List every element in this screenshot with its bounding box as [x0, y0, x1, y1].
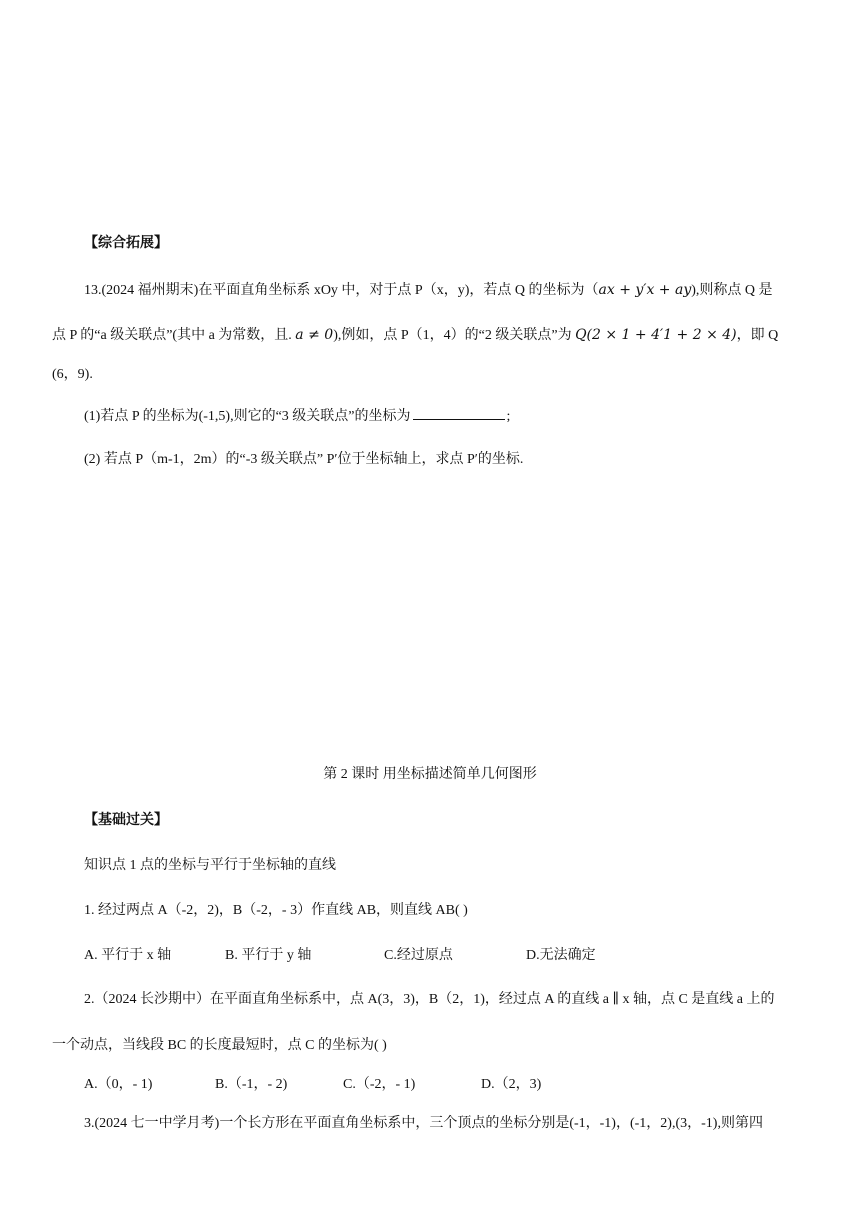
q13-line2-text-b: ),例如，点 P（1，4）的“2 级关联点”为: [333, 328, 572, 343]
q13-sub1-text: (1)若点 P 的坐标为(-1,5),则它的“3 级关联点”的坐标为: [84, 409, 411, 424]
lesson-title: 第 2 课时 用坐标描述简单几何图形: [323, 767, 537, 782]
q1-option-c: C.经过原点: [384, 948, 453, 963]
section-heading-basic: 【基础过关】: [84, 812, 168, 828]
q13-sub-2: (2) 若点 P（m-1，2m）的“-3 级关联点” P′位于坐标轴上，求点 P′的坐标.: [84, 452, 524, 467]
q3-line-1: 3.(2024 七一中学月考)一个长方形在平面直角坐标系中，三个顶点的坐标分别是(-1，-1)，(-1，2),(3，-1),则第四: [84, 1116, 763, 1131]
knowledge-point-1: 知识点 1 点的坐标与平行于坐标轴的直线: [84, 858, 336, 873]
q13-line2-text-c: ，即 Q: [736, 328, 779, 343]
q1-option-a: A. 平行于 x 轴: [84, 948, 172, 963]
q1-stem: 1. 经过两点 A（-2，2)，B（-2，- 3）作直线 AB，则直线 AB( ): [84, 903, 468, 918]
q2-line-1: 2.（2024 长沙期中）在平面直角坐标系中，点 A(3，3)，B（2，1)，经过点 A 的直线 a ∥ x 轴，点 C 是直线 a 上的: [84, 992, 775, 1007]
q13-line1-text-b: ),则称点 Q 是: [691, 283, 773, 298]
q13-line1-math: ax + y′x + ay: [598, 282, 692, 298]
answer-blank[interactable]: [413, 405, 505, 420]
q13-line2-math-2: Q(2 × 1 + 4′1 + 2 × 4): [575, 327, 737, 343]
q13-line2-math-1: a ≠ 0: [295, 327, 334, 343]
q1-option-b: B. 平行于 y 轴: [225, 948, 312, 963]
q13-line-1: [84, 280, 773, 301]
q2-option-d: D.（2，3): [481, 1077, 542, 1092]
q13-line1-text-a: 13.(2024 福州期末)在平面直角坐标系 xOy 中，对于点 P（x，y)，若点 Q 的坐标为（: [84, 283, 599, 298]
q13-line-2: [52, 325, 778, 346]
q13-line-3: (6，9).: [52, 367, 93, 382]
q1-option-d: D.无法确定: [526, 948, 596, 963]
q2-option-b: B.（-1，- 2): [215, 1077, 288, 1092]
q13-sub1-end: ;: [506, 409, 511, 424]
q2-line-2: 一个动点，当线段 BC 的长度最短时，点 C 的坐标为( ): [52, 1038, 387, 1053]
q13-sub-1: [84, 405, 510, 427]
q13-line2-text-a: 点 P 的“a 级关联点”(其中 a 为常数，且.: [52, 328, 292, 343]
q2-option-c: C.（-2，- 1): [343, 1077, 416, 1092]
section-heading-extension: 【综合拓展】: [84, 235, 168, 251]
q2-option-a: A.（0，- 1): [84, 1077, 153, 1092]
